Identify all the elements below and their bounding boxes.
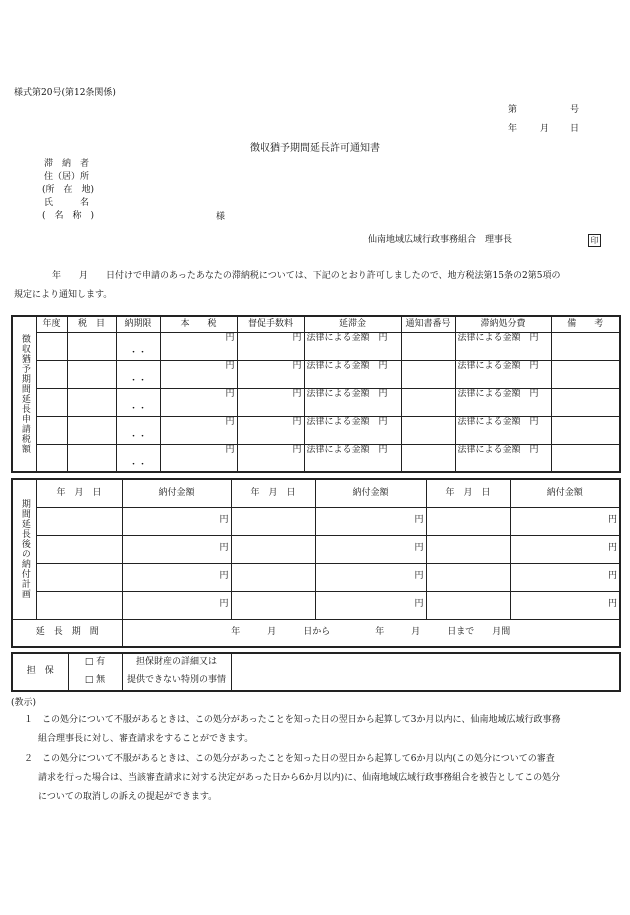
recipient-corp-name-label: ( 名 称 ) <box>42 211 95 221</box>
plan-date-cell[interactable] <box>231 507 315 535</box>
tokusoku-cell[interactable]: 円 <box>237 360 304 388</box>
plan-amount-cell[interactable]: 円 <box>315 563 426 591</box>
collateral-detail-field[interactable] <box>231 653 620 691</box>
header-entaikin: 延滞金 <box>304 316 401 332</box>
plan-date-cell[interactable] <box>231 535 315 563</box>
notes-heading: (教示) <box>11 698 37 708</box>
collateral-label: 担 保 <box>12 653 68 691</box>
recipient-honorific: 様 <box>216 212 226 222</box>
payment-plan-table <box>11 478 621 648</box>
intro-line-1: 年 月 日付けで申請のあったあなたの滞納税については、下記のとおり許可しましたので、地方税法第15条の2第5項の <box>52 271 561 281</box>
shobun-cell[interactable]: 法律による金額 円 <box>455 360 551 388</box>
honzei-cell[interactable]: 円 <box>160 360 237 388</box>
plan-amount-cell[interactable]: 円 <box>510 507 620 535</box>
header-noukigen: 納期限 <box>116 316 160 332</box>
honzei-cell[interactable]: 円 <box>160 332 237 360</box>
entai-cell[interactable]: 法律による金額 円 <box>304 416 401 444</box>
header-honzei: 本 税 <box>160 316 237 332</box>
table-row <box>12 563 620 591</box>
nouki-cell[interactable]: ・・ <box>116 416 160 444</box>
plan-date-cell[interactable] <box>36 591 122 619</box>
table-row <box>12 535 620 563</box>
plan-date-cell[interactable] <box>426 563 510 591</box>
recipient-name-label: 氏 名 <box>44 198 90 208</box>
table-row <box>12 388 620 416</box>
plan-date-cell[interactable] <box>426 535 510 563</box>
tax-amount-table <box>11 315 621 473</box>
recipient-taino-label: 滞 納 者 <box>44 159 90 169</box>
plan-amount-cell[interactable]: 円 <box>122 591 231 619</box>
page-title: 徴収猶予期間延長許可通知書 <box>250 143 380 154</box>
plan-amount-cell[interactable]: 円 <box>510 563 620 591</box>
tokusoku-cell[interactable]: 円 <box>237 444 304 472</box>
shobun-cell[interactable]: 法律による金額 円 <box>455 444 551 472</box>
collateral-yes-checkbox[interactable]: □ 有 <box>68 653 122 672</box>
doc-date-day: 日 <box>570 124 580 134</box>
plan-amount-header: 納付金額 <box>122 479 231 507</box>
collateral-detail-label-1: 担保財産の詳細又は <box>122 653 231 672</box>
plan-date-cell[interactable] <box>36 563 122 591</box>
header-zeimoku: 税 目 <box>67 316 116 332</box>
plan-date-cell[interactable] <box>36 507 122 535</box>
shobun-cell[interactable]: 法律による金額 円 <box>455 388 551 416</box>
plan-amount-header: 納付金額 <box>510 479 620 507</box>
doc-number-go: 号 <box>570 105 580 115</box>
form-number: 様式第20号(第12条関係) <box>14 88 116 98</box>
shobun-cell[interactable]: 法律による金額 円 <box>455 416 551 444</box>
entai-cell[interactable]: 法律による金額 円 <box>304 360 401 388</box>
nouki-cell[interactable]: ・・ <box>116 360 160 388</box>
plan-date-header: 年 月 日 <box>36 479 122 507</box>
note-1-line-1: １ この処分について不服があるときは、この処分があったことを知った日の翌日から起算して3か月以内に、仙南地域広域行政事務 <box>24 715 561 725</box>
note-1-line-2: 組合理事長に対し、審査請求をすることができます。 <box>38 734 254 744</box>
entai-cell[interactable]: 法律による金額 円 <box>304 332 401 360</box>
issuer-name: 仙南地域広域行政事務組合 理事長 <box>368 235 513 245</box>
plan-amount-cell[interactable]: 円 <box>122 507 231 535</box>
plan-amount-cell[interactable]: 円 <box>122 535 231 563</box>
plan-amount-cell[interactable]: 円 <box>122 563 231 591</box>
header-nendo: 年度 <box>36 316 67 332</box>
plan-amount-cell[interactable]: 円 <box>315 507 426 535</box>
header-tsuchisho: 通知書番号 <box>401 316 455 332</box>
shobun-cell[interactable]: 法律による金額 円 <box>455 332 551 360</box>
entai-cell[interactable]: 法律による金額 円 <box>304 444 401 472</box>
plan-date-header: 年 月 日 <box>231 479 315 507</box>
plan-date-cell[interactable] <box>426 591 510 619</box>
collateral-no-checkbox[interactable]: □ 無 <box>68 672 122 691</box>
tokusoku-cell[interactable]: 円 <box>237 416 304 444</box>
collateral-table <box>11 652 621 692</box>
tokusoku-cell[interactable]: 円 <box>237 332 304 360</box>
table-row <box>12 591 620 619</box>
plan-date-cell[interactable] <box>36 535 122 563</box>
plan-date-header: 年 月 日 <box>426 479 510 507</box>
tokusoku-cell[interactable]: 円 <box>237 388 304 416</box>
doc-number-dai: 第 <box>508 105 518 115</box>
header-biko: 備 考 <box>551 316 620 332</box>
plan-amount-cell[interactable]: 円 <box>315 591 426 619</box>
honzei-cell[interactable]: 円 <box>160 444 237 472</box>
extension-period-field[interactable]: 年 月 日から 年 月 日まで 月間 <box>122 619 620 647</box>
table-row <box>12 444 620 472</box>
table-row <box>12 332 620 360</box>
plan-date-cell[interactable] <box>231 591 315 619</box>
recipient-location-label: (所 在 地) <box>42 185 95 195</box>
plan-date-cell[interactable] <box>426 507 510 535</box>
header-shobunhi: 滞納処分費 <box>455 316 551 332</box>
plan-amount-header: 納付金額 <box>315 479 426 507</box>
nouki-cell[interactable]: ・・ <box>116 332 160 360</box>
collateral-detail-label-2: 提供できない特別の事情 <box>122 672 231 691</box>
extension-label: 延 長 期 間 <box>12 619 122 647</box>
honzei-cell[interactable]: 円 <box>160 416 237 444</box>
note-2-line-1: ２ この処分について不服があるときは、この処分があったことを知った日の翌日から起算して6か月以内(この処分についての審査 <box>24 754 555 764</box>
plan-date-cell[interactable] <box>231 563 315 591</box>
intro-line-2: 規定により通知します。 <box>14 290 113 300</box>
nouki-cell[interactable]: ・・ <box>116 388 160 416</box>
doc-date-year: 年 <box>508 124 518 134</box>
tax-table-side-label: 徴収猶予期間延長申請税額 <box>12 316 36 472</box>
plan-amount-cell[interactable]: 円 <box>510 591 620 619</box>
note-2-line-2: 請求を行った場合は、当該審査請求に対する決定があった日から6か月以内)に、仙南地域広域行政事務組合を被告としてこの処分 <box>38 773 561 783</box>
table-row <box>12 360 620 388</box>
nouki-cell[interactable]: ・・ <box>116 444 160 472</box>
entai-cell[interactable]: 法律による金額 円 <box>304 388 401 416</box>
seal-icon: 印 <box>588 234 601 247</box>
plan-amount-cell[interactable]: 円 <box>510 535 620 563</box>
doc-date-month: 月 <box>540 124 550 134</box>
header-tokusoku: 督促手数料 <box>237 316 304 332</box>
honzei-cell[interactable]: 円 <box>160 388 237 416</box>
recipient-address-label: 住（居）所 <box>44 172 90 182</box>
note-2-line-3: についての取消しの訴えの提起ができます。 <box>38 792 218 802</box>
plan-side-label: 期間延長後の納付計画 <box>12 479 36 619</box>
table-row <box>12 507 620 535</box>
table-row <box>12 416 620 444</box>
plan-amount-cell[interactable]: 円 <box>315 535 426 563</box>
